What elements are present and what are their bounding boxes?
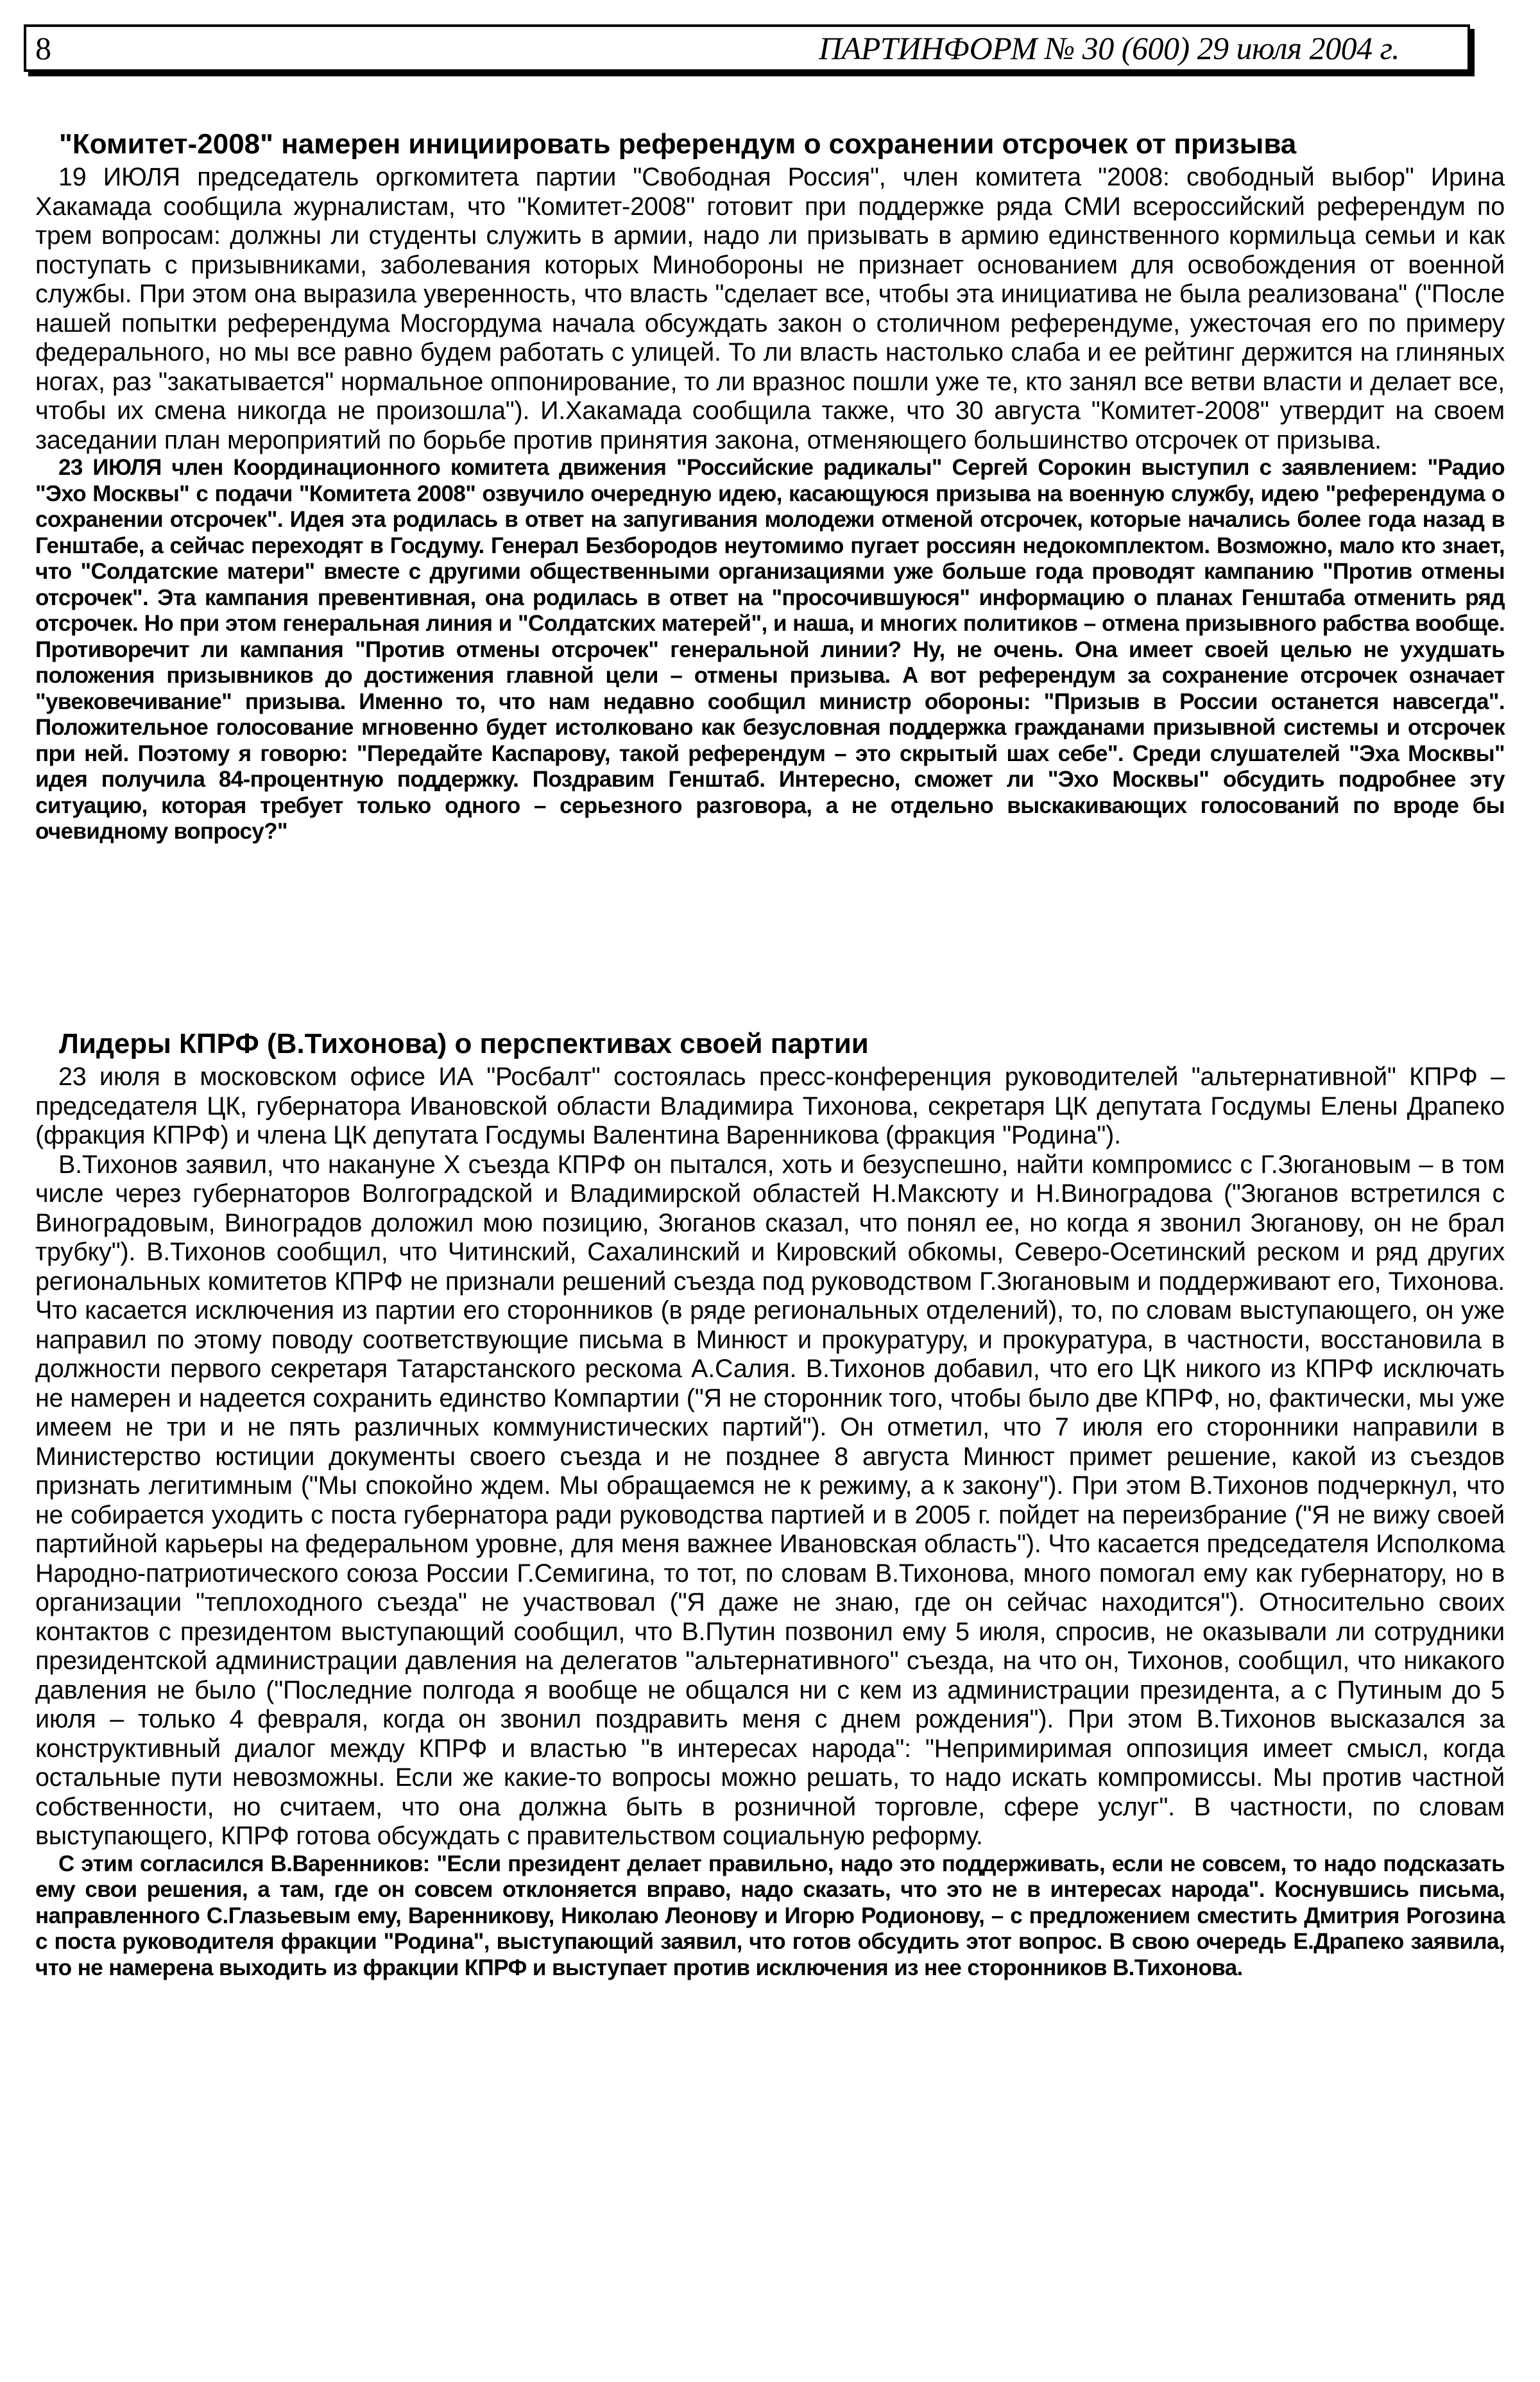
article-kprf-leaders bbox=[35, 1025, 1505, 1981]
article-paragraph-bold: С этим согласился В.Варенников: "Если президент делает правильно, надо это поддерживать, если не совсем, то надо подсказать ему свои решения, а там, где он совсем отклоняется вправо, надо сказать, что это не в интересах народа". Коснувшись письма, направленного С.Глазьевым ему, Варенникову, Николаю Леонову и Игорю Родионову, – с предложением сместить Дмитрия Рогозина с поста руководителя фракции "Родина", выступающий заявил, что готов обсудить этот вопрос. В свою очередь Е.Драпеко заявила, что не намерена выходить из фракции КПРФ и выступает против исключения из нее сторонников В.Тихонова. bbox=[35, 1851, 1505, 1980]
article-headline: "Комитет-2008" намерен инициировать референдум о сохранении отсрочек от призыва bbox=[59, 128, 1297, 160]
article-headline: Лидеры КПРФ (В.Тихонова) о перспективах своей партии bbox=[59, 1028, 869, 1059]
page-number: 8 bbox=[35, 30, 51, 66]
article-paragraph-bold: 23 ИЮЛЯ член Координационного комитета движения "Российские радикалы" Сергей Сорокин выступил с заявлением: "Радио "Эхо Москвы" с подачи "Комитета 2008" озвучило очередную идею, касающуюся призыва на военную службу, идею "референдума о сохранении отсрочек". Идея эта родилась в ответ на запугивания молодежи отменой отсрочек, которые начались более года назад в Генштабе, а сейчас переходят в Госдуму. Генерал Безбородов неутомимо пугает россиян недокомплектом. Возможно, мало кто знает, что "Солдатские матери" вместе с другими общественными организациями уже больше года проводят кампанию "Против отмены отсрочек". Эта кампания превентивная, она родилась в ответ на "просочившуюся" информацию о планах Генштаба отменить ряд отсрочек. Но при этом генеральная линия и "Солдатских матерей", и наша, и многих политиков – отмена призывного рабства вообще. Противоречит ли кампания "Против отмены отсрочек" генеральной линии? Ну, не очень. Она имеет своей целью не ухудшать положения призывников до достижения главной цели – отмены призыва. А вот референдум за сохранение отсрочек означает "увековечивание" призыва. Именно то, что нам недавно сообщил министр обороны: "Призыв в России останется навсегда". Положительное голосование мгновенно будет истолковано как безусловная поддержка гражданами призывной системы и отсрочек при ней. Поэтому я говорю: "Передайте Каспарову, такой референдум – это скрытый шах себе". Среди слушателей "Эха Москвы" идея получила 84-процентную поддержку. Поздравим Генштаб. Интересно, сможет ли "Эхо Москвы" обсудить подробнее эту ситуацию, которая требует только одного – серьезного разговора, а не отдельно выскакивающих голосований по вроде бы очевидному вопросу?" bbox=[35, 455, 1505, 844]
article-paragraph: В.Тихонов заявил, что накануне X съезда КПРФ он пытался, хоть и безуспешно, найти компромисс с Г.Зюгановым – в том числе через губернаторов Волгоградской и Владимирской областей Н.Максюту и Н.Виноградова ("Зюганов встретился с Виноградовым, Виноградов доложил мою позицию, Зюганов сказал, что понял ее, но когда я звонил Зюганову, он не брал трубку"). В.Тихонов сообщил, что Читинский, Сахалинский и Кировский обкомы, Северо-Осетинский реском и ряд других региональных комитетов КПРФ не признали решений съезда под руководством Г.Зюгановым и поддерживают его, Тихонова. Что касается исключения из партии его сторонников (в ряде региональных отделений), то, по словам выступающего, он уже направил по этому поводу соответствующие письма в Минюст и прокуратуру, и прокуратура, в частности, восстановила в должности первого секретаря Татарстанского рескома А.Салия. В.Тихонов добавил, что его ЦК никого из КПРФ исключать не намерен и надеется сохранить единство Компартии ("Я не сторонник того, чтобы было две КПРФ, но, фактически, мы уже имеем не три и не пять различных коммунистических партий"). Он отметил, что 7 июля его сторонники направили в Министерство юстиции документы своего съезда и не позднее 8 августа Минюст примет решение, какой из съездов признать легитимным ("Мы спокойно ждем. Мы обращаемся не к режиму, а к закону"). При этом В.Тихонов подчеркнул, что не собирается уходить с поста губернатора ради руководства партией и в 2005 г. пойдет на переизбрание ("Я не вижу своей партийной карьеры на федеральном уровне, для меня важнее Ивановская область"). Что касается председателя Исполкома Народно-патриотического союза России Г.Семигина, то тот, по словам В.Тихонова, много помогал ему как губернатору, но в организации "теплоходного съезда" не участвовал ("Я даже не знаю, где он сейчас находится"). Относительно своих контактов с президентом выступающий сообщил, что В.Путин позвонил ему 5 июля, спросив, не оказывали ли сотрудники президентской администрации давления на делегатов "альтернативного" съезда, на что он, Тихонов, сообщил, что никакого давления не было ("Последние полгода я вообще не общался ни с кем из администрации президента, а с Путиным до 5 июля – только 4 февраля, когда он звонил поздравить меня с днем рождения"). При этом В.Тихонов высказался за конструктивный диалог между КПРФ и властью "в интересах народа": "Непримиримая оппозиция имеет смысл, когда остальные пути невозможны. Если же какие-то вопросы можно решать, то надо искать компромиссы. Мы против частной собственности, но считаем, что она должна быть в розничной торговле, сфере услуг". В частности, по словам выступающего, КПРФ готова обсуждать с правительством социальную реформу. bbox=[35, 1150, 1505, 1850]
article-komitet-2008 bbox=[35, 126, 1505, 845]
issue-info: ПАРТИНФОРМ № 30 (600) 29 июля 2004 г. bbox=[819, 30, 1399, 66]
page-header bbox=[24, 24, 1470, 72]
article-paragraph: 23 июля в московском офисе ИА "Росбалт" состоялась пресс-конференция руководителей "альтернативной" КПРФ – председателя ЦК, губернатора Ивановской области Владимира Тихонова, секретаря ЦК депутата Госдумы Елены Драпеко (фракция КПРФ) и члена ЦК депутата Госдумы Валентина Варенникова (фракция "Родина"). bbox=[35, 1063, 1505, 1149]
article-paragraph: 19 ИЮЛЯ председатель оргкомитета партии "Свободная Россия", член комитета "2008: свободный выбор" Ирина Хакамада сообщила журналистам, что "Комитет-2008" готовит при поддержке ряда СМИ всероссийский референдум по трем вопросам: должны ли студенты служить в армии, надо ли призывать в армию единственного кормильца семьи и как поступать с призывниками, заболевания которых Минобороны не признает основанием для освобождения от военной службы. При этом она выразила уверенность, что власть "сделает все, чтобы эта инициатива не была реализована" ("После нашей попытки референдума Мосгордума начала обсуждать закон о столичном референдуме, ужесточая его по примеру федерального, но мы все равно будем работать с улицей. То ли власть настолько слаба и ее рейтинг держится на глиняных ногах, раз "закатывается" нормальное оппонирование, то ли вразнос пошли уже те, кто занял все ветви власти и делает все, чтобы их смена никогда не произошла"). И.Хакамада сообщила также, что 30 августа "Комитет-2008" утвердит на своем заседании план мероприятий по борьбе против принятия закона, отменяющего большинство отсрочек от призыва. bbox=[35, 163, 1505, 454]
